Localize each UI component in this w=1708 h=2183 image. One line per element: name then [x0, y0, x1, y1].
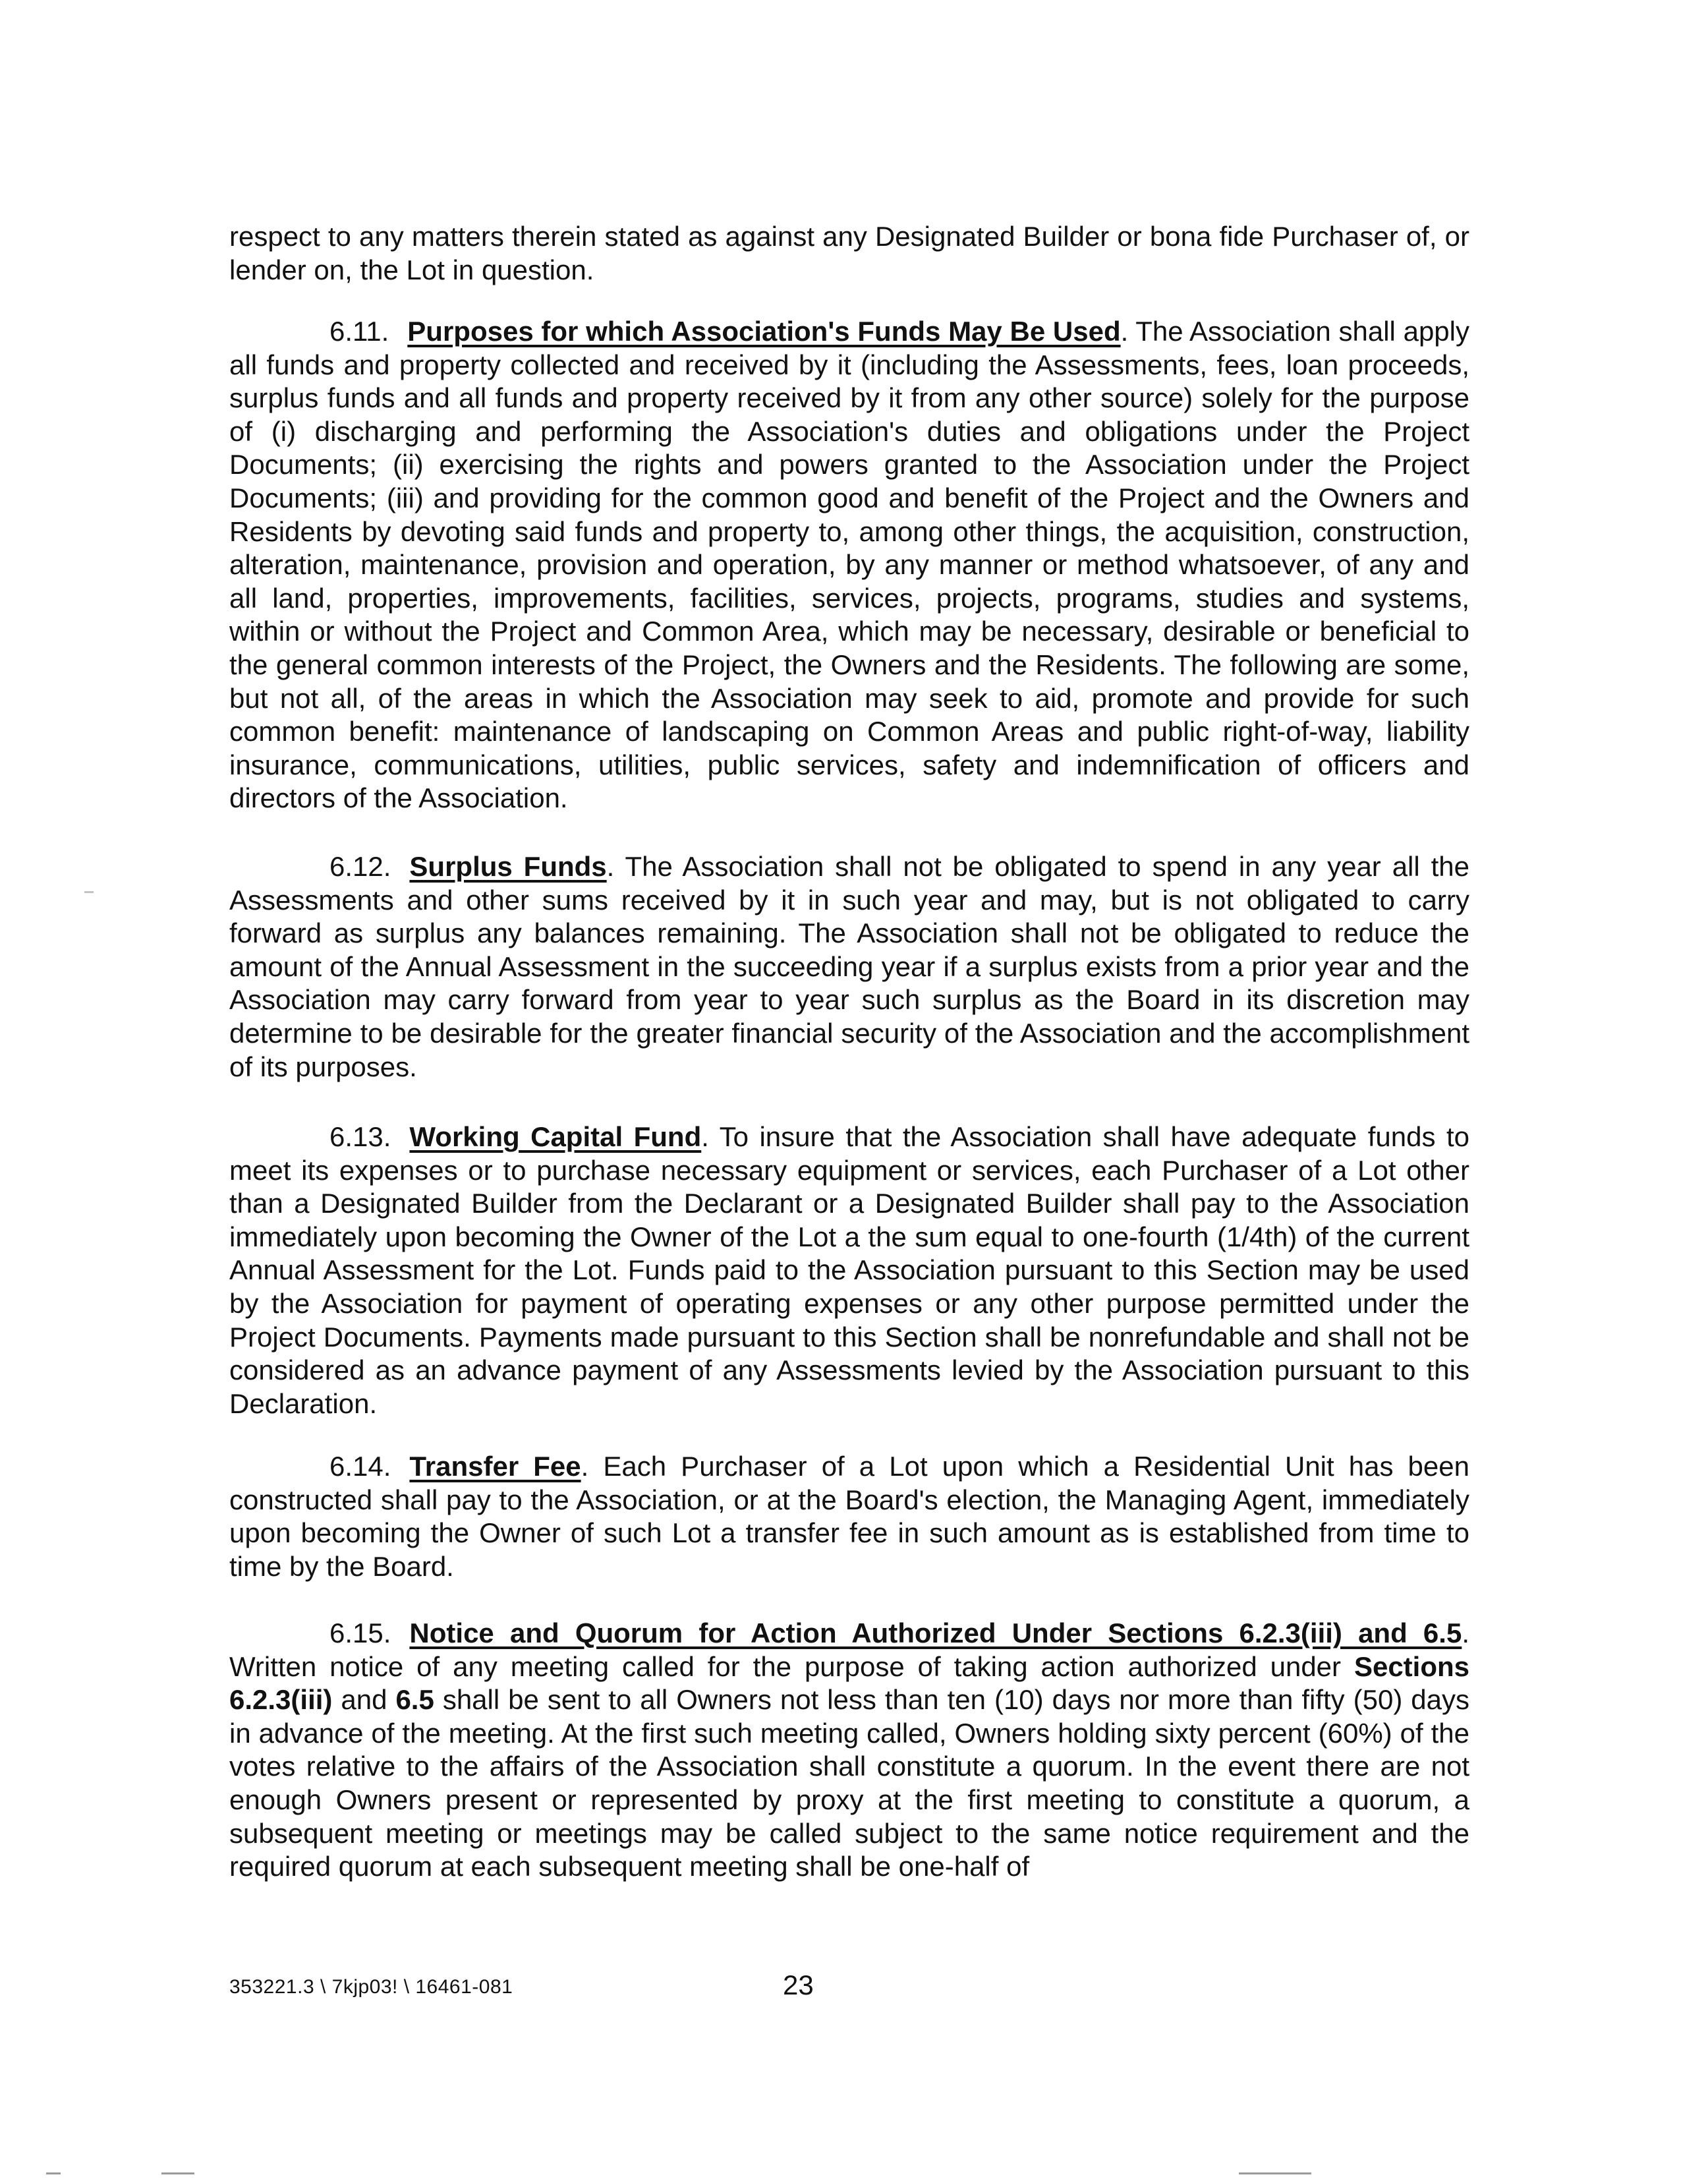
section-number: 6.13. — [329, 1121, 391, 1152]
section-number: 6.15. — [329, 1617, 391, 1648]
scan-artifact-bottom-left — [46, 2172, 61, 2174]
section-title: Surplus Funds — [409, 851, 607, 882]
section-6-13-paragraph — [229, 1121, 1469, 1420]
section-number: 6.12. — [329, 851, 391, 882]
section-body-part2: shall be sent to all Owners not less than ten (10) days nor more than fifty (50) days in advance of the meeting. At the first such meeting called, Owners holding sixty percent (60%) of the votes relative to the affairs of the Association shall constitute a quorum. In the event there are not enough Owners present or represented by proxy at the first meeting to constitute a quorum, a subsequent meeting or meetings may be called subject to the same notice requirement and the required quorum at each subsequent meeting shall be one-half of — [229, 1684, 1470, 1882]
footer-document-id: 353221.3 \ 7kjp03! \ 16461-081 — [229, 1976, 513, 1998]
section-number: 6.14. — [329, 1451, 391, 1482]
section-6-11-paragraph — [229, 315, 1469, 815]
section-6-15-paragraph — [229, 1617, 1469, 1884]
section-ref-2: 6.5 — [395, 1684, 434, 1716]
section-ref-label: Sections — [1353, 1650, 1470, 1682]
section-body: . Each Purchaser of a Lot upon which a Residential Unit has been constructed shall pay to the Association, or at the Board's election, the Managing Agent, immediately upon becoming the Owner of such Lot a transfer fee in such amount as is established from time to time by the Board. — [229, 1451, 1469, 1582]
section-6-14-paragraph — [229, 1450, 1469, 1583]
section-title-end: . — [1462, 1617, 1469, 1648]
section-title: Working Capital Fund — [409, 1121, 702, 1152]
section-title: Purposes for which Association's Funds May Be Used — [407, 316, 1121, 347]
continuation-text: respect to any matters therein stated as against any Designated Builder or bona fide Purchaser of, or lender on, the Lot in question. — [229, 221, 1469, 285]
section-body: . To insure that the Association shall have adequate funds to meet its expenses or to purchase necessary equipment or services, each Purchaser of a Lot other than a Designated Builder from the Declarant or a Designated Builder shall pay to the Association immediately upon becoming the Owner of the Lot a the sum equal to one-fourth (1/4th) of the current Annual Assessment for the Lot. Funds paid to the Association pursuant to this Section may be used by the Association for payment of operating expenses or any other purpose permitted under the Project Documents. Payments made pursuant to this Section shall be nonrefundable and shall not be considered as an advance payment of any Assessments levied by the Association pursuant to this Declaration. — [229, 1121, 1469, 1419]
footer-page-number: 23 — [783, 1969, 814, 2000]
scan-artifact-bottom-mid — [161, 2172, 194, 2174]
section-title: Transfer Fee — [409, 1451, 581, 1482]
scan-artifact-side — [84, 891, 94, 893]
section-ref-1: 6.2.3(iii) — [229, 1684, 333, 1716]
section-title: Notice and Quorum for Action Authorized Under Sections 6.2.3(iii) and 6.5 — [409, 1617, 1462, 1648]
section-body-part1: Written notice of any meeting called for the purpose of taking action authorized under — [229, 1650, 1342, 1682]
continuation-paragraph — [229, 220, 1469, 287]
section-body: . The Association shall apply all funds and property collected and received by it (including the Assessments, fees, loan proceeds, surplus funds and all funds and property received by it from any other source) solely for the purpose of (i) discharging and performing the Association's duties and obligations under the Project Documents; (ii) exercising the rights and powers granted to the Association under the Project Documents; (iii) and providing for the common good and benefit of the Project and the Owners and Residents by devoting said funds and property to, among other things, the acquisition, construction, alteration, maintenance, provision and operation, by any manner or method whatsoever, of any and all land, properties, improvements, facilities, services, projects, programs, studies and systems, within or without the Project and Common Area, which may be necessary, desirable or beneficial to the general common interests of the Project, the Owners and the Residents. The following are some, but not all, of the areas in which the Association may seek to aid, promote and provide for such common benefit: maintenance of landscaping on Common Areas and public right-of-way, liability insurance, communications, utilities, public services, safety and indemnification of officers and directors of the Association. — [229, 316, 1469, 814]
section-body: . The Association shall not be obligated to spend in any year all the Assessments and other sums received by it in such year and may, but is not obligated to carry forward as surplus any balances remaining. The Association shall not be obligated to reduce the amount of the Annual Assessment in the succeeding year if a surplus exists from a prior year and the Association may carry forward from year to year such surplus as the Board in its discretion may determine to be desirable for the greater financial security of the Association and the accomplishment of its purposes. — [229, 851, 1469, 1082]
section-6-12-paragraph — [229, 850, 1469, 1084]
section-and-word: and — [341, 1684, 387, 1716]
scan-artifact-bottom-right — [1239, 2172, 1311, 2174]
section-number: 6.11. — [329, 316, 389, 347]
